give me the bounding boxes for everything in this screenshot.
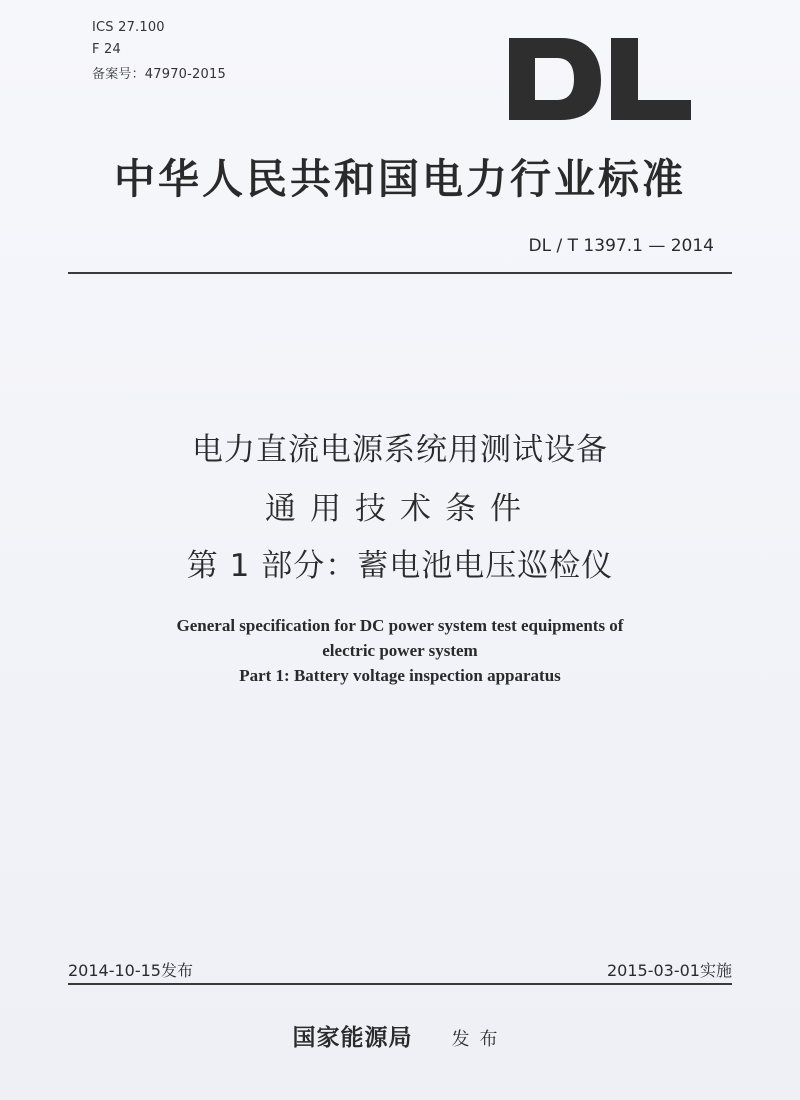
header-divider [68, 272, 732, 274]
standard-category-title: 中华人民共和国电力行业标准 [114, 155, 686, 203]
issuer-line [0, 1019, 800, 1052]
english-title-line-3: Part 1: Battery voltage inspection apparatus [239, 666, 561, 685]
effective-date: 2015-03-01实施 [607, 961, 732, 980]
issue-action: 发布 [451, 1029, 508, 1050]
publish-date: 2014-10-15发布 [68, 961, 193, 980]
footer-divider [68, 983, 732, 985]
english-title-line-2: electric power system [322, 641, 478, 660]
chinese-title-line-1: 电力直流电源系统用测试设备 [192, 432, 608, 468]
chinese-title-line-2: 通用技术条件 [265, 491, 535, 527]
english-title-line-1: General specification for DC power system test equipments of [176, 616, 624, 635]
ics-code: ICS 27.100 [92, 20, 165, 35]
standard-number: DL / T 1397.1 — 2014 [528, 236, 714, 256]
ccs-code: F 24 [92, 42, 121, 57]
issuing-organization: 国家能源局 [292, 1025, 413, 1051]
chinese-title-line-3: 第 1 部分：蓄电池电压巡检仪 [186, 548, 614, 584]
dl-logo [505, 28, 705, 128]
record-number: 备案号：47970-2015 [92, 67, 226, 82]
